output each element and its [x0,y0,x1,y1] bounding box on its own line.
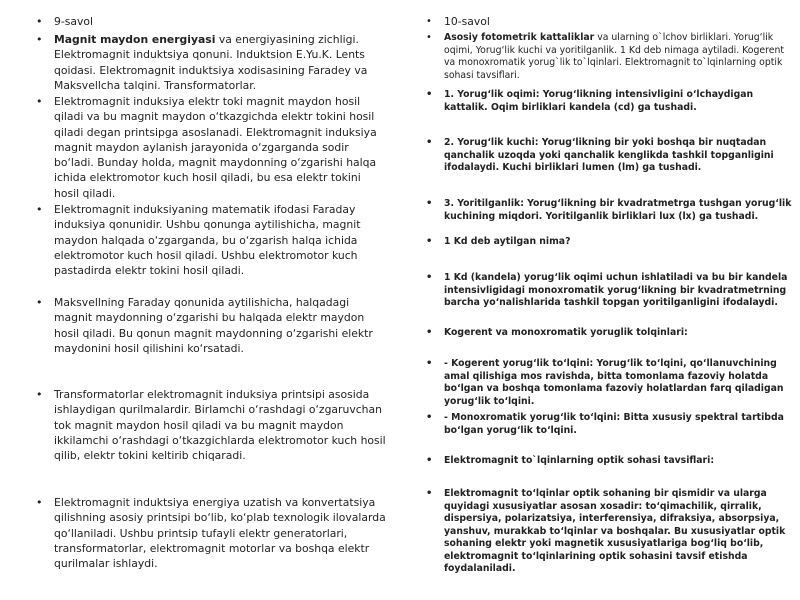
left-paragraph-6: • Elektromagnit induktsiya energiya uzatish va konvertatsiya qilishning asosiy printsipi bo‘lib, ko‘plab texnologik ilovalarda qo‘llaniladi. Ushbu printsip tufayli elektr generatorlari, transformatorlar, elektromagnit motorlar va boshqa elektr qurilmalar ishlaydi. [36,495,386,571]
left-paragraph-5: • Transformatorlar elektromagnit induksiya printsipi asosida ishlaydigan qurilmalardir. Birlamchi o‘rashdagi o‘zgaruvchan tok magnit maydon hosil qiladi va bu magnit maydon ikkilamchi o‘rashdagi o‘tkazgichlarda elektromotor kuch hosil qilib, elektr tokini keltirib chiqaradi. [36,387,386,463]
left-paragraph-1-text: va energiyasining zichligi. Elektromagnit induktsiya qonuni. Induktsion E.Yu.K. Lents qoidasi. Elektromagnit induktsiya xodisasining Faradey va Maksvellcha talqini. Transformatorlar. [54,33,368,92]
right-paragraph-1-bold: Asosiy fotometrik kattaliklar [444,32,595,43]
question-heading-10: • 10-savol [426,14,794,29]
right-paragraph-11: • Elektromagnit to‘lqinlar optik sohaning bir qismidir va ularga quyidagi xususiyatlar asosan xosadir: to‘qimachilik, qirralik, dispersiya, polarizatsiya, interferensiya, difraksiya, absorpsiya, yanshuv, murakkab to‘lqinlar va boshqalar. Bu xususiyatlar optik sohaning elektr yoki magnetik xususiyatlariga bog‘liq bo‘lib, elektromagnit to‘lqinlarining optik sohasini tavsif etishda foydalaniladi. [426,488,794,576]
left-paragraph-1-bold: Magnit maydon energiyasi [54,33,216,46]
right-paragraph-1 [426,32,794,82]
right-paragraph-9: • - Monoxromatik yorug‘lik to‘lqini: Bitta xususiy spektral tartibda bo‘lgan yorug‘lik to‘lqini. [426,412,794,437]
right-paragraph-10: • Elektromagnit to`lqinlarning optik sohasi tavsiflari: [426,455,794,468]
question-heading-9: • 9-savol [36,14,386,29]
left-paragraph-4: • Maksvellning Faraday qonunida aytilishicha, halqadagi magnit maydonning o‘zgarishi bu halqada elektr maydon hosil qiladi. Bu qonun magnit maydonning o‘zgarishi elektr maydonini hosil qilishini ko‘rsatadi. [36,295,386,356]
right-paragraph-8: • - Kogerent yorug‘lik to‘lqini: Yorug‘lik to‘lqini, qo‘llanuvchining amal qilishiga mos ravishda, bitta tomonlama fazoviy holatda bo‘lgan va boshqa tomonlama fazoviy holatlardan farq qiladigan yorug‘lik to‘lqini. [426,358,794,408]
left-paragraph-2: • Elektromagnit induksiya elektr toki magnit maydon hosil qiladi va bu magnit maydon o‘tkazgichda elektr tokini hosil qiladi degan printsipga asoslanadi. Elektromagnit induksiya magnit maydon aylanish jarayonida o‘zgarganda sodir bo‘ladi. Bunday holda, magnit maydonning o‘zgarishi halqa ichida elektromotor kuch hosil qiladi, bu esa elektr tokini hosil qiladi. [36,94,386,201]
right-paragraph-6: • 1 Kd (kandela) yorug‘lik oqimi uchun ishlatiladi va bu bir kandela intensivligidagi monoxromatik yorug‘likning bir kvadratmetrning barcha yo‘nalishlarida tashkil topgan yoritilganligini ifodalaydi. [426,272,794,310]
left-paragraph-1 [36,32,386,93]
right-paragraph-2: • 1. Yorug‘lik oqimi: Yorug‘likning intensivligini o‘lchaydigan kattalik. Oqim birliklari kandela (cd) ga tushadi. [426,89,794,114]
right-paragraph-1-text: va ularning o`lchov birliklari. Yorug‘lik oqimi, Yorug‘lik kuchi va yoritilganlik. 1 Kd deb nimaga aytiladi. Kogerent va monoxromatik yorug`lik to`lqinlari. Elektromagnit to`lqinlarning optik sohasi tavsiflari. [444,32,784,81]
right-paragraph-5: • 1 Kd deb aytilgan nima? [426,236,794,249]
left-paragraph-3: • Elektromagnit induksiyaning matematik ifodasi Faraday induksiya qonunidir. Ushbu qonunga aytilishicha, magnit maydon halqada o‘zgarganda, bu o‘zgarish halqa ichida elektromotor kuch hosil qiladi. Ushbu elektromotor kuch pastadirda elektr tokini hosil qiladi. [36,202,386,278]
right-paragraph-7: • Kogerent va monoxromatik yoruglik tolqinlari: [426,327,794,340]
right-paragraph-3: • 2. Yorug‘lik kuchi: Yorug‘likning bir yoki boshqa bir nuqtadan qanchalik uzoqda yoki qanchalik kenglikda tashkil topganligini ifodalaydi. Kuchi birliklari lumen (lm) ga tushadi. [426,137,794,175]
right-paragraph-4: • 3. Yoritilganlik: Yorug‘likning bir kvadratmetrga tushgan yorug‘lik kuchining miqdori. Yoritilganlik birliklari lux (lx) ga tushadi. [426,198,794,223]
